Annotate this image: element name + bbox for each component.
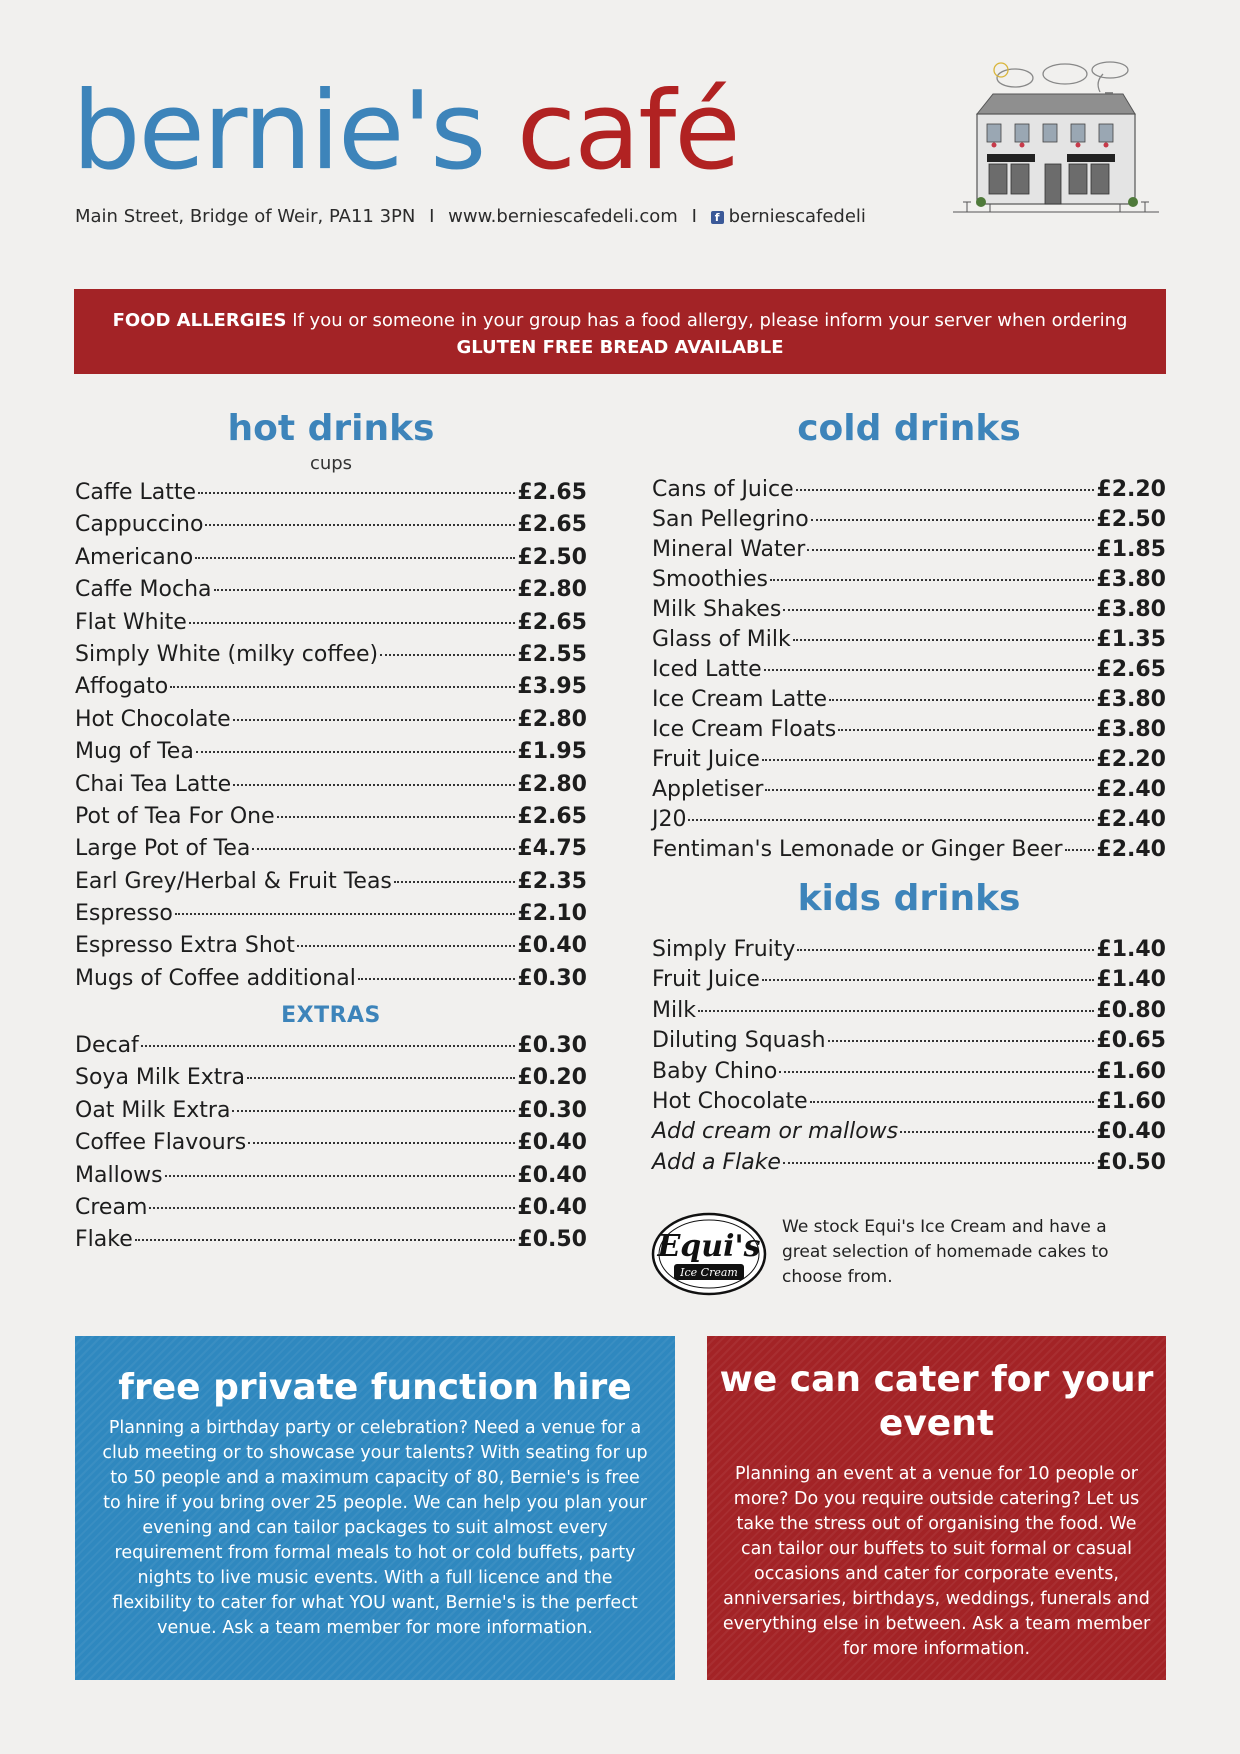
menu-item-price: £1.40 xyxy=(1096,937,1166,962)
allergy-text: If you or someone in your group has a food allergy, please inform your server when ordering xyxy=(292,310,1128,331)
menu-item xyxy=(652,717,1166,747)
menu-item-name: Mugs of Coffee additional xyxy=(75,965,356,991)
menu-item-price: £1.35 xyxy=(1096,627,1166,652)
dot-leader xyxy=(248,1142,515,1144)
menu-item xyxy=(652,747,1166,777)
menu-item xyxy=(75,901,587,933)
menu-item-price: £1.95 xyxy=(517,739,587,765)
menu-item-name: Mug of Tea xyxy=(75,739,194,765)
menu-item-price: £2.80 xyxy=(517,706,587,732)
menu-item-price: £2.50 xyxy=(517,544,587,570)
menu-item-name: Ice Cream Floats xyxy=(652,717,837,742)
dot-leader xyxy=(793,639,1095,641)
function-hire-text: Planning a birthday party or celebration? Need a venue for a club meeting or to showcase your talents? With seating for up to 50 people and a maximum capacity of 80, Bernie's is free to hire if you bring over 25 people. We can help you plan your evening and can tailor packages to suit almost every requirement from formal meals to hot or cold buffets, party nights to live music events. With a full licence and the flexibility to cater for what YOU want, Bernie's is the perfect venue. Ask a team member for more information. xyxy=(102,1418,648,1638)
menu-item-name: Fentiman's Lemonade or Ginger Beer xyxy=(652,837,1063,862)
menu-item-price: £0.40 xyxy=(517,1130,587,1156)
menu-item-name: Milk Shakes xyxy=(652,597,782,622)
menu-item xyxy=(652,1150,1166,1180)
menu-item-name: Flat White xyxy=(75,609,187,635)
menu-item-name: Espresso xyxy=(75,901,173,927)
menu-item-price: £2.65 xyxy=(1096,657,1166,682)
equis-logo-subtext: Ice Cream xyxy=(680,1266,738,1279)
menu-item xyxy=(75,1098,587,1130)
gluten-free-notice: GLUTEN FREE BREAD AVAILABLE xyxy=(456,337,784,358)
menu-item xyxy=(75,836,587,868)
menu-item xyxy=(75,1195,587,1227)
menu-item-name: Caffe Mocha xyxy=(75,577,212,603)
menu-item-price: £2.40 xyxy=(1096,837,1166,862)
dot-leader xyxy=(762,979,1094,981)
address-text: Main Street, Bridge of Weir, PA11 3PN xyxy=(75,206,416,227)
kids-drinks-title: kids drinks xyxy=(797,878,1021,919)
menu-item-name: Americano xyxy=(75,544,194,570)
menu-item-name: Fruit Juice xyxy=(652,967,760,993)
menu-item-price: £0.20 xyxy=(517,1065,587,1091)
menu-item-name: Milk xyxy=(652,997,696,1023)
dot-leader xyxy=(394,881,516,883)
menu-item xyxy=(652,1028,1166,1058)
menu-item xyxy=(652,477,1166,507)
dot-leader xyxy=(297,945,516,947)
menu-item xyxy=(75,1163,587,1195)
menu-item xyxy=(652,597,1166,627)
dot-leader xyxy=(247,1077,515,1079)
dot-leader xyxy=(135,1239,516,1241)
menu-item-name: Flake xyxy=(75,1227,133,1253)
menu-item-price: £3.80 xyxy=(1096,567,1166,592)
menu-item-price: £2.55 xyxy=(517,641,587,667)
menu-item xyxy=(652,1089,1166,1119)
menu-item-name: Oat Milk Extra xyxy=(75,1097,231,1123)
menu-item xyxy=(75,674,587,706)
dot-leader xyxy=(829,699,1094,701)
extras-title: EXTRAS xyxy=(281,1003,381,1028)
menu-item xyxy=(75,610,587,642)
menu-item xyxy=(75,1033,587,1065)
menu-item xyxy=(75,480,587,512)
extras-list xyxy=(75,1033,587,1260)
menu-item-name: Appletiser xyxy=(652,777,764,802)
menu-item-name: Espresso Extra Shot xyxy=(75,933,295,959)
dot-leader xyxy=(811,519,1095,521)
menu-item xyxy=(652,1119,1166,1149)
menu-item-name: San Pellegrino xyxy=(652,507,809,532)
menu-item-price: £3.80 xyxy=(1096,687,1166,712)
menu-item xyxy=(652,537,1166,567)
dot-leader xyxy=(232,1110,515,1112)
menu-item-name: Smoothies xyxy=(652,567,768,592)
menu-item-price: £2.40 xyxy=(1096,807,1166,832)
menu-item xyxy=(75,1065,587,1097)
facebook-link[interactable]: berniescafedeli xyxy=(728,206,866,227)
dot-leader xyxy=(783,1162,1094,1164)
equis-info-text: We stock Equi's Ice Cream and have a great selection of homemade cakes to choose from. xyxy=(782,1217,1109,1287)
menu-item-price: £2.50 xyxy=(1096,507,1166,532)
menu-item-name: Simply White (milky coffee) xyxy=(75,641,379,667)
menu-item-price: £0.40 xyxy=(517,933,587,959)
menu-item-price: £4.75 xyxy=(517,836,587,862)
contact-line xyxy=(75,206,866,227)
dot-leader xyxy=(783,609,1094,611)
dot-leader xyxy=(796,489,1095,491)
dot-leader xyxy=(838,729,1094,731)
hot-drinks-list xyxy=(75,480,587,998)
function-hire-title: free private function hire xyxy=(118,1367,632,1408)
menu-item-price: £2.65 xyxy=(517,480,587,505)
menu-item-price: £1.60 xyxy=(1096,1058,1166,1084)
menu-item-name: Diluting Squash xyxy=(652,1028,826,1054)
menu-item xyxy=(652,687,1166,717)
menu-item-name: Large Pot of Tea xyxy=(75,836,251,862)
dot-leader xyxy=(214,589,516,591)
menu-item-name: Soya Milk Extra xyxy=(75,1065,245,1091)
menu-item-price: £3.80 xyxy=(1096,597,1166,622)
menu-item-price: £3.80 xyxy=(1096,717,1166,742)
dot-leader xyxy=(233,719,516,721)
menu-item xyxy=(75,1130,587,1162)
menu-item-name: Fruit Juice xyxy=(652,747,760,772)
menu-item-name: Chai Tea Latte xyxy=(75,771,232,797)
menu-item-name: Earl Grey/Herbal & Fruit Teas xyxy=(75,868,392,894)
menu-item xyxy=(75,1227,587,1259)
menu-item xyxy=(652,837,1166,867)
separator: I xyxy=(691,206,697,227)
menu-item-price: £0.40 xyxy=(517,1162,587,1188)
dot-leader xyxy=(175,913,516,915)
allergy-lead: FOOD ALLERGIES xyxy=(112,310,287,331)
menu-item-name: Cappuccino xyxy=(75,512,204,538)
menu-item xyxy=(75,804,587,836)
menu-item-name: J20 xyxy=(652,807,687,832)
menu-item-price: £0.30 xyxy=(517,965,587,991)
dot-leader xyxy=(380,654,515,656)
menu-item-name: Cream xyxy=(75,1194,148,1220)
menu-item-price: £1.85 xyxy=(1096,537,1166,562)
menu-item xyxy=(75,545,587,577)
dot-leader xyxy=(205,524,515,526)
dot-leader xyxy=(277,816,516,818)
menu-item-price: £3.95 xyxy=(517,674,587,700)
dot-leader xyxy=(196,751,516,753)
menu-item-name: Hot Chocolate xyxy=(75,706,231,732)
menu-item xyxy=(652,627,1166,657)
menu-item xyxy=(75,772,587,804)
menu-item-name: Hot Chocolate xyxy=(652,1088,808,1114)
menu-item xyxy=(652,1059,1166,1089)
cafe-building-illustration-icon xyxy=(945,52,1165,224)
menu-item-price: £2.35 xyxy=(517,868,587,894)
menu-item-price: £2.80 xyxy=(517,771,587,797)
hot-drinks-title: hot drinks xyxy=(227,408,435,449)
catering-box xyxy=(707,1336,1166,1680)
menu-item-price: £0.50 xyxy=(1096,1149,1166,1175)
menu-item xyxy=(652,998,1166,1028)
dot-leader xyxy=(233,784,515,786)
equis-ice-cream-logo xyxy=(650,1210,768,1298)
dot-leader xyxy=(252,848,515,850)
menu-item xyxy=(652,507,1166,537)
menu-item xyxy=(75,933,587,965)
dot-leader xyxy=(764,669,1095,671)
menu-item-price: £2.40 xyxy=(1096,777,1166,802)
menu-item-name: Add a Flake xyxy=(652,1149,781,1175)
menu-item xyxy=(75,577,587,609)
menu-item xyxy=(652,657,1166,687)
hot-drinks-subtitle: cups xyxy=(309,453,353,474)
cold-drinks-list xyxy=(652,477,1166,867)
website-link[interactable]: www.berniescafedeli.com xyxy=(448,206,678,227)
menu-item-name: Mallows xyxy=(75,1162,163,1188)
brand-name-cafe: café xyxy=(516,69,739,194)
kids-drinks-list xyxy=(652,937,1166,1180)
menu-item-price: £0.80 xyxy=(1096,997,1166,1023)
menu-item-name: Add cream or mallows xyxy=(652,1119,899,1145)
menu-item-price: £2.10 xyxy=(517,901,587,927)
menu-item xyxy=(75,642,587,674)
dot-leader xyxy=(358,978,516,980)
equis-logo-text: Equi's xyxy=(657,1229,761,1264)
menu-item xyxy=(75,739,587,771)
cold-drinks-title: cold drinks xyxy=(797,408,1021,449)
dot-leader xyxy=(149,1207,515,1209)
menu-item-name: Iced Latte xyxy=(652,657,762,682)
dot-leader xyxy=(807,549,1094,551)
dot-leader xyxy=(688,819,1094,821)
menu-item xyxy=(652,567,1166,597)
menu-item xyxy=(75,707,587,739)
menu-item-name: Mineral Water xyxy=(652,537,806,562)
menu-item-price: £0.30 xyxy=(517,1033,587,1058)
menu-item xyxy=(652,807,1166,837)
dot-leader xyxy=(198,492,515,494)
catering-text: Planning an event at a venue for 10 people or more? Do you require outside catering? Let us take the stress out of organising the food. We can tailor our buffets to suit formal or casual occasions and cater for corporate events, anniversaries, birthdays, weddings, funerals and everything else in between. Ask a team member for more information. xyxy=(722,1464,1151,1659)
dot-leader xyxy=(1065,849,1095,851)
menu-item-price: £0.40 xyxy=(517,1194,587,1220)
allergy-line xyxy=(74,307,1166,334)
menu-item-price: £2.65 xyxy=(517,512,587,538)
dot-leader xyxy=(900,1131,1094,1133)
menu-item xyxy=(75,512,587,544)
brand-name-bernies: bernie's xyxy=(72,69,485,194)
menu-item-name: Ice Cream Latte xyxy=(652,687,828,712)
dot-leader xyxy=(828,1040,1095,1042)
brand-logo xyxy=(72,69,739,194)
menu-item-name: Caffe Latte xyxy=(75,480,197,505)
food-allergy-banner xyxy=(74,289,1166,374)
menu-item-price: £1.60 xyxy=(1096,1088,1166,1114)
menu-item xyxy=(652,777,1166,807)
menu-item-price: £0.65 xyxy=(1096,1028,1166,1054)
menu-item-price: £0.30 xyxy=(517,1097,587,1123)
dot-leader xyxy=(770,579,1094,581)
menu-item-name: Simply Fruity xyxy=(652,937,796,962)
dot-leader xyxy=(189,622,516,624)
menu-item-price: £2.20 xyxy=(1096,747,1166,772)
function-hire-box xyxy=(75,1336,675,1680)
dot-leader xyxy=(762,759,1094,761)
separator: I xyxy=(429,206,435,227)
menu-item xyxy=(75,966,587,998)
dot-leader xyxy=(810,1101,1095,1103)
menu-item-price: £2.20 xyxy=(1096,477,1166,502)
dot-leader xyxy=(797,949,1094,951)
menu-item-name: Pot of Tea For One xyxy=(75,803,275,829)
menu-item xyxy=(652,967,1166,997)
dot-leader xyxy=(165,1175,516,1177)
facebook-icon: f xyxy=(711,211,724,224)
menu-item-name: Coffee Flavours xyxy=(75,1130,247,1156)
dot-leader xyxy=(170,686,515,688)
menu-item-name: Glass of Milk xyxy=(652,627,791,652)
menu-item-price: £0.50 xyxy=(517,1227,587,1253)
dot-leader xyxy=(779,1071,1094,1073)
menu-item-name: Decaf xyxy=(75,1033,139,1058)
menu-item-name: Affogato xyxy=(75,674,169,700)
menu-item xyxy=(652,937,1166,967)
menu-item-price: £2.65 xyxy=(517,609,587,635)
menu-item-price: £0.40 xyxy=(1096,1119,1166,1145)
dot-leader xyxy=(765,789,1094,791)
menu-item-price: £2.65 xyxy=(517,803,587,829)
menu-item-name: Baby Chino xyxy=(652,1058,778,1084)
menu-item-name: Cans of Juice xyxy=(652,477,794,502)
menu-item xyxy=(75,869,587,901)
dot-leader xyxy=(195,557,515,559)
catering-title: we can cater for your event xyxy=(719,1359,1154,1444)
menu-item-price: £1.40 xyxy=(1096,967,1166,993)
menu-item-price: £2.80 xyxy=(517,577,587,603)
dot-leader xyxy=(141,1045,516,1047)
dot-leader xyxy=(698,1010,1094,1012)
